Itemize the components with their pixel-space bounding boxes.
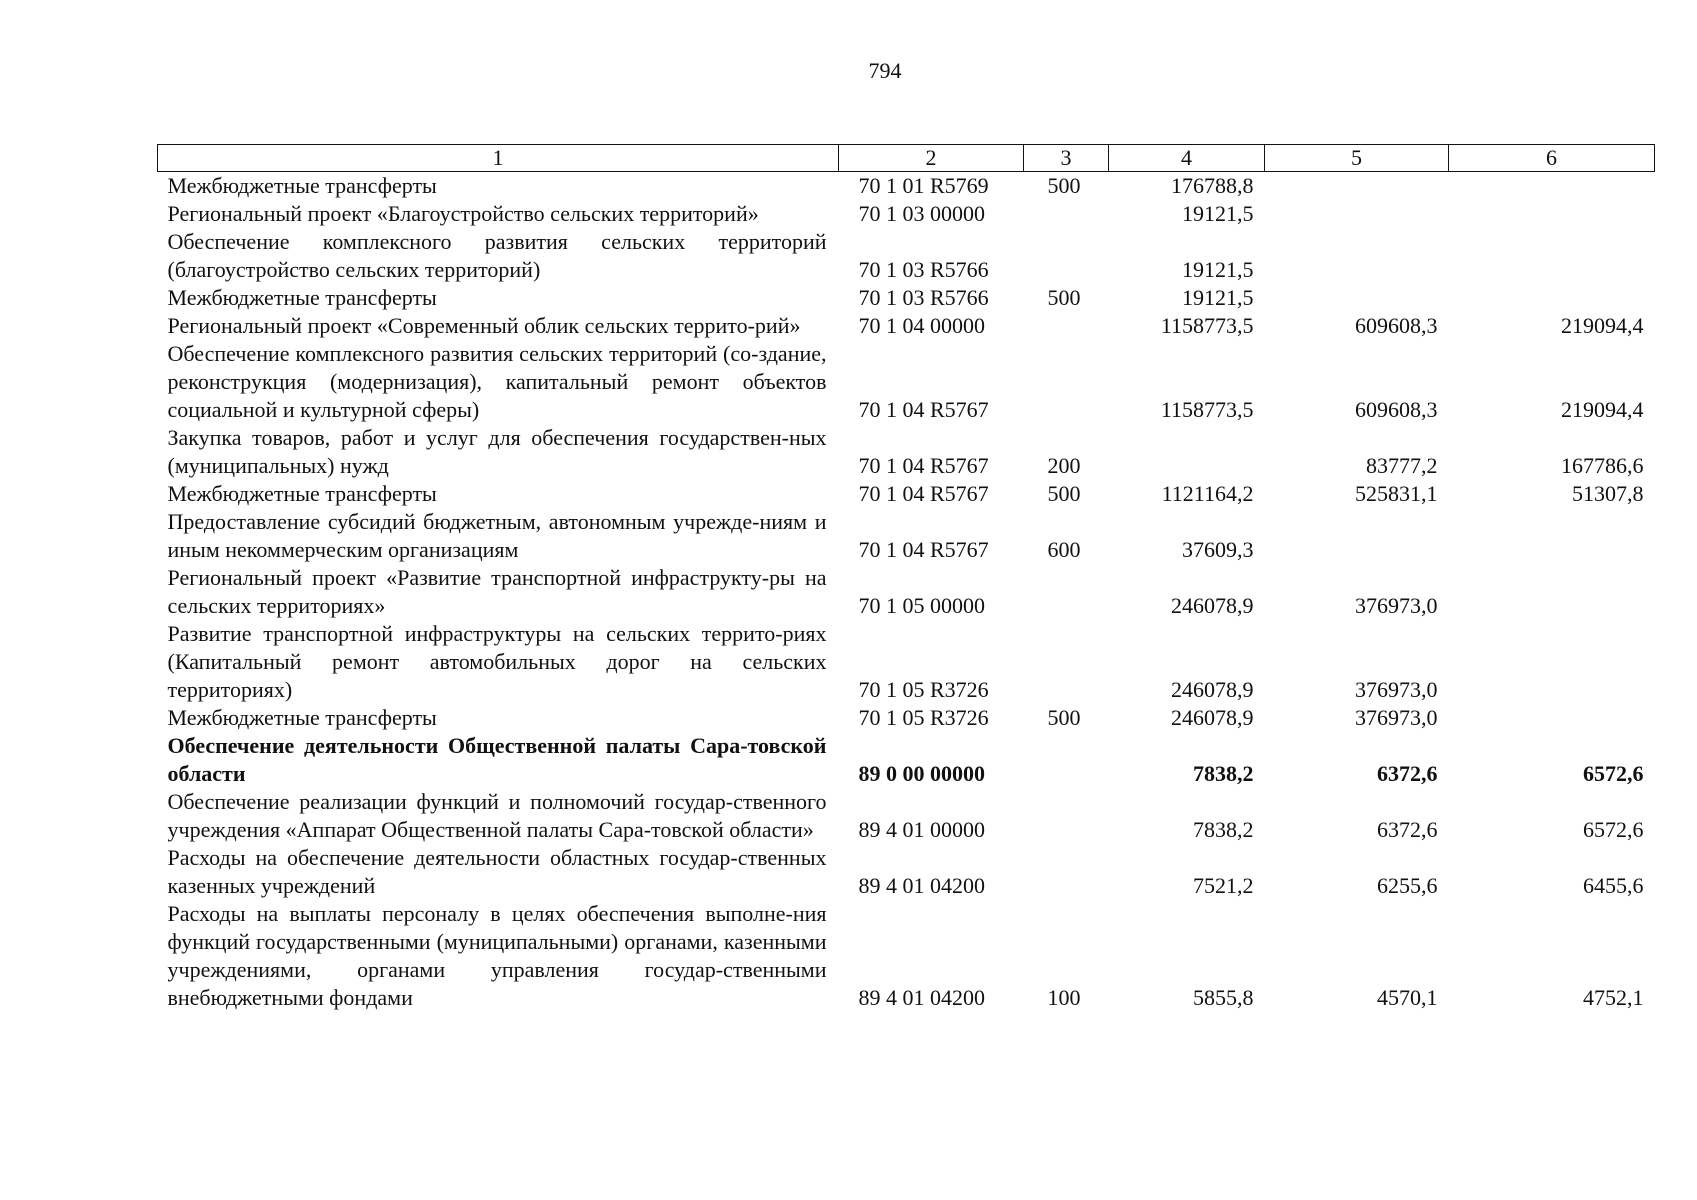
row-value-5: 6372,6 — [1377, 761, 1438, 786]
row-value-5: 6255,6 — [1377, 873, 1438, 898]
row-value-5: 376973,0 — [1355, 705, 1438, 730]
row-value-6: 6455,6 — [1583, 873, 1644, 898]
row-value-4: 7838,2 — [1193, 761, 1254, 786]
header-col-1: 1 — [158, 145, 839, 172]
row-name: Обеспечение комплексного развития сельских территорий (со-здание, реконструкция (модернизация), капитальный ремонт объектов социальной и культурной сферы) — [167, 341, 827, 422]
row-value-4: 1158773,5 — [1160, 313, 1254, 338]
row-type — [1024, 340, 1109, 424]
row-value-6: 6572,6 — [1583, 761, 1644, 786]
row-code: 70 1 04 R5767 — [858, 537, 989, 562]
page-number: 794 — [868, 58, 902, 83]
row-value-4: 7521,2 — [1193, 873, 1254, 898]
row-value-4: 246078,9 — [1171, 593, 1254, 618]
row-value-6: 51307,8 — [1572, 481, 1644, 506]
table-row — [158, 340, 1655, 424]
row-value-5: 376973,0 — [1355, 593, 1438, 618]
row-code: 89 4 01 00000 — [858, 817, 985, 842]
header-col-3: 3 — [1024, 145, 1109, 172]
header-row — [158, 145, 1655, 172]
row-name: Расходы на выплаты персоналу в целях обеспечения выполне-ния функций государственными (муниципальными) органами, казенными учреждениями, органами управления государ-ственными внебюджетными фондами — [167, 901, 827, 1010]
row-value-4: 5855,8 — [1193, 985, 1254, 1010]
header-col-5: 5 — [1265, 145, 1449, 172]
row-name: Расходы на обеспечение деятельности областных государ-ственных казенных учреждений — [167, 845, 827, 898]
table-row — [158, 900, 1655, 1012]
row-value-4: 19121,5 — [1182, 257, 1254, 282]
table-row — [158, 284, 1655, 312]
table-row — [158, 480, 1655, 508]
row-type: 500 — [1047, 173, 1081, 198]
row-code: 89 0 00 00000 — [858, 761, 985, 786]
row-value-5 — [1265, 200, 1449, 228]
header-col-6: 6 — [1449, 145, 1655, 172]
row-code: 89 4 01 04200 — [858, 873, 985, 898]
row-code: 70 1 05 00000 — [858, 593, 985, 618]
row-value-4: 19121,5 — [1182, 285, 1254, 310]
row-value-6: 219094,4 — [1561, 397, 1644, 422]
row-name: Межбюджетные трансферты — [167, 285, 437, 310]
row-type — [1024, 200, 1109, 228]
row-type: 200 — [1047, 453, 1081, 478]
row-type: 500 — [1047, 705, 1081, 730]
row-name: Региональный проект «Благоустройство сельских территорий» — [167, 201, 759, 226]
row-value-4: 246078,9 — [1171, 677, 1254, 702]
row-name: Региональный проект «Современный облик сельских террито-рий» — [167, 313, 801, 338]
row-code: 70 1 05 R3726 — [858, 705, 989, 730]
row-type: 600 — [1047, 537, 1081, 562]
row-value-4: 246078,9 — [1171, 705, 1254, 730]
row-name: Региональный проект «Развитие транспортной инфраструкту-ры на сельских территориях» — [167, 565, 827, 618]
row-value-5 — [1265, 508, 1449, 564]
table-row — [158, 424, 1655, 480]
row-type — [1024, 564, 1109, 620]
row-code: 70 1 04 R5767 — [858, 481, 989, 506]
row-value-5: 4570,1 — [1377, 985, 1438, 1010]
row-value-5 — [1265, 172, 1449, 201]
row-type: 500 — [1047, 481, 1081, 506]
row-code: 70 1 04 00000 — [858, 313, 985, 338]
row-name: Предоставление субсидий бюджетным, автономным учрежде-ниям и иным некоммерческим организациям — [167, 509, 827, 562]
row-value-5 — [1265, 284, 1449, 312]
table-row — [158, 228, 1655, 284]
row-value-4: 1121164,2 — [1161, 481, 1254, 506]
row-code: 89 4 01 04200 — [858, 985, 985, 1010]
row-name: Развитие транспортной инфраструктуры на сельских террито-риях (Капитальный ремонт автомобильных дорог на сельских территориях) — [167, 621, 827, 702]
row-type — [1024, 228, 1109, 284]
row-value-4: 7838,2 — [1193, 817, 1254, 842]
row-type — [1024, 788, 1109, 844]
row-value-5: 83777,2 — [1366, 453, 1438, 478]
row-value-6 — [1449, 508, 1655, 564]
row-code: 70 1 04 R5767 — [858, 397, 989, 422]
row-value-4 — [1109, 424, 1265, 480]
row-name: Межбюджетные трансферты — [167, 481, 437, 506]
row-code: 70 1 04 R5767 — [858, 453, 989, 478]
row-value-5: 525831,1 — [1355, 481, 1438, 506]
table-row — [158, 172, 1655, 201]
row-value-6 — [1449, 564, 1655, 620]
row-name: Межбюджетные трансферты — [167, 173, 437, 198]
header-col-4: 4 — [1109, 145, 1265, 172]
row-type — [1024, 312, 1109, 340]
row-value-5: 376973,0 — [1355, 677, 1438, 702]
row-name: Обеспечение деятельности Общественной палаты Сара-товской области — [167, 733, 827, 786]
row-value-4: 1158773,5 — [1160, 397, 1254, 422]
table-header — [158, 145, 1655, 172]
header-col-2: 2 — [839, 145, 1024, 172]
row-type — [1024, 732, 1109, 788]
row-value-6 — [1449, 284, 1655, 312]
row-code: 70 1 03 R5766 — [858, 257, 989, 282]
row-value-6 — [1449, 704, 1655, 732]
row-value-5: 609608,3 — [1355, 313, 1438, 338]
table-row — [158, 704, 1655, 732]
row-value-6: 219094,4 — [1561, 313, 1644, 338]
budget-table — [157, 144, 1655, 1012]
table-row — [158, 620, 1655, 704]
row-value-6 — [1449, 172, 1655, 201]
row-type: 500 — [1047, 285, 1081, 310]
row-value-6 — [1449, 228, 1655, 284]
table-row — [158, 312, 1655, 340]
row-value-6: 167786,6 — [1561, 453, 1644, 478]
row-type — [1024, 844, 1109, 900]
row-value-6: 4752,1 — [1583, 985, 1644, 1010]
row-value-6 — [1449, 200, 1655, 228]
row-code: 70 1 05 R3726 — [858, 677, 989, 702]
row-code: 70 1 01 R5769 — [858, 173, 989, 198]
row-value-6 — [1449, 620, 1655, 704]
row-name: Закупка товаров, работ и услуг для обеспечения государствен-ных (муниципальных) нужд — [167, 425, 827, 478]
row-value-5 — [1265, 228, 1449, 284]
row-value-4: 37609,3 — [1182, 537, 1254, 562]
row-name: Обеспечение комплексного развития сельских территорий (благоустройство сельских территорий) — [167, 229, 827, 282]
table-row — [158, 788, 1655, 844]
row-value-6: 6572,6 — [1583, 817, 1644, 842]
row-value-4: 19121,5 — [1182, 201, 1254, 226]
row-value-5: 6372,6 — [1377, 817, 1438, 842]
row-value-5: 609608,3 — [1355, 397, 1438, 422]
table-row — [158, 844, 1655, 900]
row-type — [1024, 620, 1109, 704]
table-row — [158, 732, 1655, 788]
table-row — [158, 564, 1655, 620]
row-type: 100 — [1047, 985, 1081, 1010]
table-row — [158, 200, 1655, 228]
row-value-4: 176788,8 — [1171, 173, 1254, 198]
table-row — [158, 508, 1655, 564]
row-code: 70 1 03 R5766 — [858, 285, 989, 310]
row-name: Межбюджетные трансферты — [167, 705, 437, 730]
row-name: Обеспечение реализации функций и полномочий государ-ственного учреждения «Аппарат Общественной палаты Сара-товской области» — [167, 789, 827, 842]
table-body — [158, 172, 1655, 1013]
row-code: 70 1 03 00000 — [858, 201, 985, 226]
